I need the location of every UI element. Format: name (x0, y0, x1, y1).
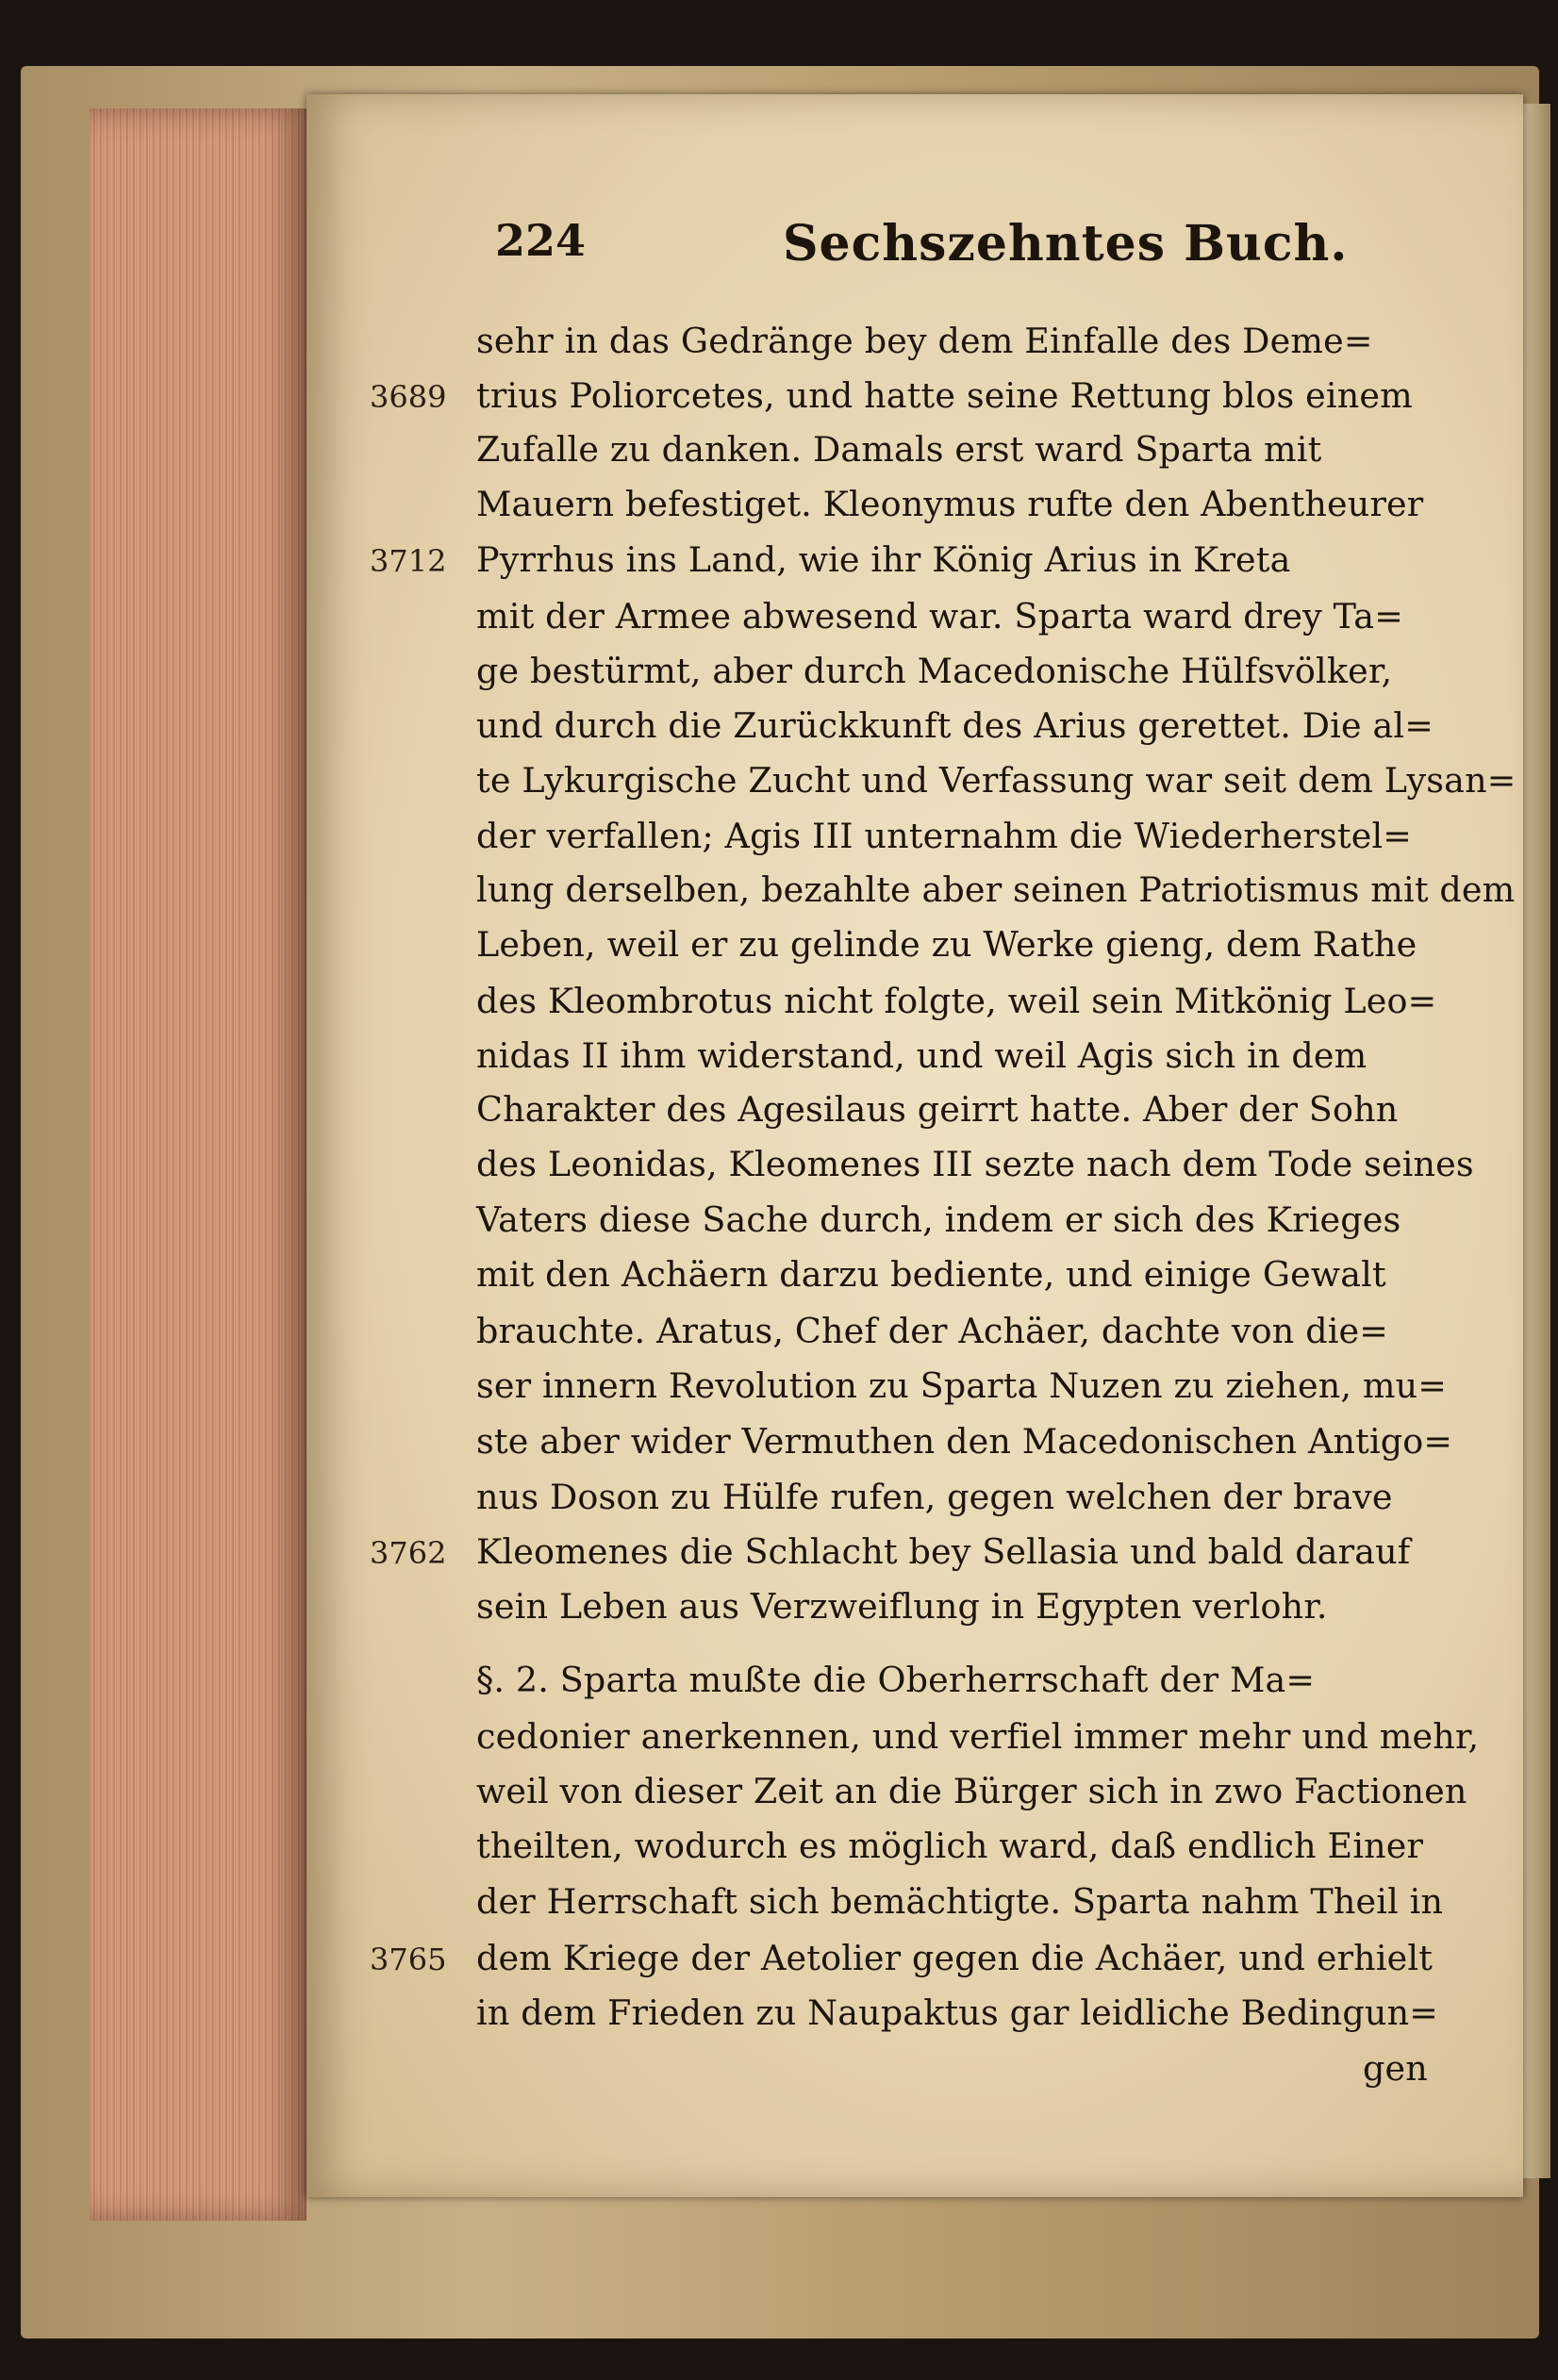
text-line: theilten, wodurch es möglich ward, daß endlich Einer (476, 1826, 1424, 1866)
text-line: Vaters diese Sache durch, indem er sich des Krieges (476, 1199, 1401, 1240)
text-line: in dem Frieden zu Naupaktus gar leidliche Bedingun= (476, 1992, 1438, 2033)
margin-year: 3689 (370, 379, 447, 415)
text-line: der verfallen; Agis III unternahm die Wiederherstel= (476, 816, 1413, 856)
text-line: Pyrrhus ins Land, wie ihr König Arius in Kreta (476, 539, 1291, 580)
margin-year: 3712 (370, 543, 447, 579)
text-line: Zufalle zu danken. Damals erst ward Sparta mit (476, 429, 1322, 470)
text-line: ste aber wider Vermuthen den Macedonischen Antigo= (476, 1421, 1453, 1462)
text-line: ge bestürmt, aber durch Macedonische Hülfsvölker, (476, 651, 1393, 691)
text-line: des Leonidas, Kleomenes III sezte nach dem Tode seines (476, 1144, 1474, 1184)
page-edges (90, 108, 307, 2221)
text-line: dem Kriege der Aetolier gegen die Achäer, und erhielt (476, 1938, 1434, 1978)
text-line: ser innern Revolution zu Sparta Nuzen zu ziehen, mu= (476, 1365, 1448, 1406)
text-line: te Lykurgische Zucht und Verfassung war seit dem Lysan= (476, 760, 1517, 801)
text-line: Mauern befestiget. Kleonymus rufte den Abentheurer (476, 484, 1424, 524)
text-line: trius Poliorcetes, und hatte seine Rettung blos einem (476, 375, 1413, 416)
text-line: cedonier anerkennen, und verfiel immer mehr und mehr, (476, 1716, 1480, 1757)
text-line: §. 2. Sparta mußte die Oberherrschaft der Ma= (476, 1660, 1316, 1700)
text-line: mit den Achäern darzu bediente, und einige Gewalt (476, 1254, 1386, 1295)
text-line: weil von dieser Zeit an die Bürger sich in zwo Factionen (476, 1771, 1467, 1811)
text-line: nus Doson zu Hülfe rufen, gegen welchen der brave (476, 1477, 1393, 1517)
text-line: lung derselben, bezahlte aber seinen Patriotismus mit dem (476, 869, 1516, 910)
margin-year: 3762 (370, 1535, 447, 1571)
text-line: und durch die Zurückkunft des Arius gerettet. Die al= (476, 705, 1434, 746)
text-line: der Herrschaft sich bemächtigte. Sparta nahm Theil in (476, 1881, 1444, 1922)
text-line: mit der Armee abwesend war. Sparta ward drey Ta= (476, 596, 1403, 636)
page-number: 224 (495, 215, 587, 266)
text-line: Charakter des Agesilaus geirrt hatte. Aber der Sohn (476, 1089, 1399, 1130)
text-line: des Kleombrotus nicht folgte, weil sein Mitkönig Leo= (476, 981, 1437, 1021)
margin-year: 3765 (370, 1942, 447, 1977)
text-line: sehr in das Gedränge bey dem Einfalle des Deme= (476, 321, 1373, 361)
text-line: brauchte. Aratus, Chef der Achäer, dachte von die= (476, 1311, 1389, 1351)
text-line: sein Leben aus Verzweiflung in Egypten verlohr. (476, 1586, 1328, 1627)
text-line: Kleomenes die Schlacht bey Sellasia und bald darauf (476, 1531, 1411, 1572)
text-line: nidas II ihm widerstand, und weil Agis sich in dem (476, 1035, 1367, 1076)
page-title: Sechszehntes Buch. (783, 215, 1349, 273)
text-line: gen (1363, 2048, 1428, 2089)
text-line: Leben, weil er zu gelinde zu Werke gieng, dem Rathe (476, 924, 1417, 965)
